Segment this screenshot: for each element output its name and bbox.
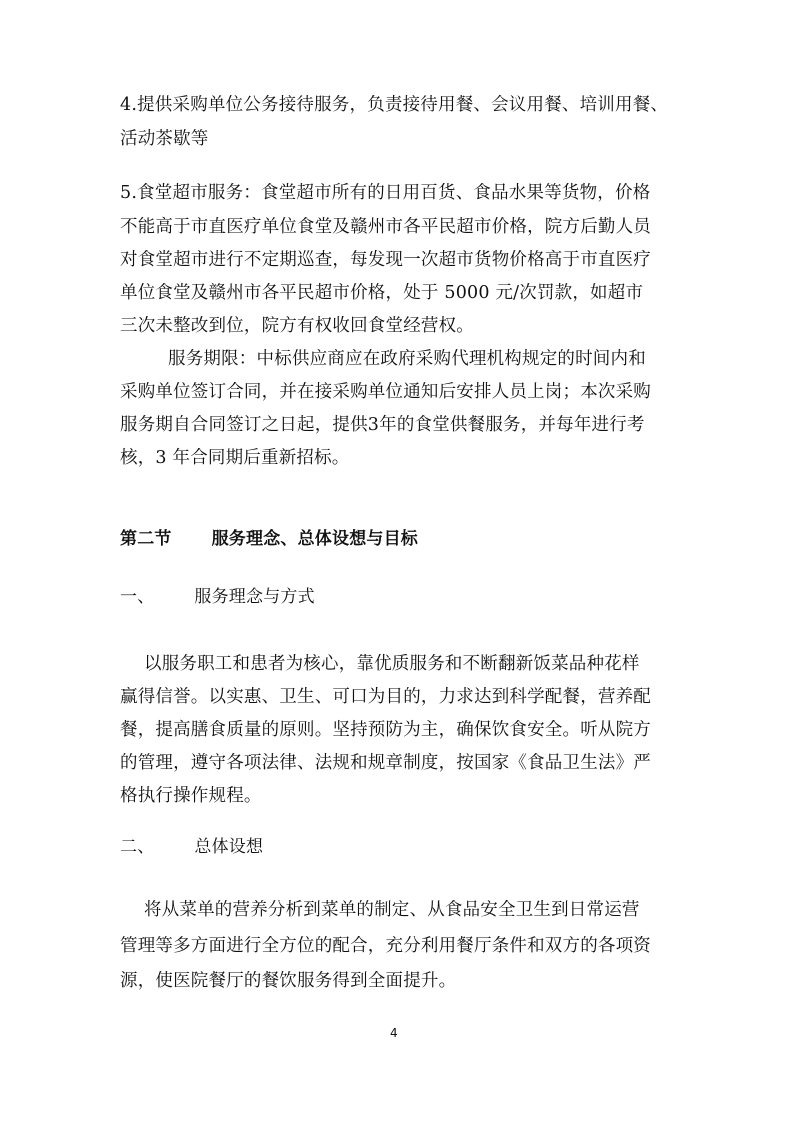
text-line: 核，3 年合同期后重新招标。 <box>120 448 350 468</box>
paragraph-line: 管理等多方面进行全方位的配合，充分利用餐厅条件和双方的各项资 <box>120 936 651 956</box>
text-line: 采购单位签订合同，并在接采购单位通知后安排人员上岗；本次采购 <box>120 382 651 402</box>
text-line: 活动茶歇等 <box>120 129 209 149</box>
paragraph-line: 的管理，遵守各项法律、法规和规章制度，按国家《食品卫生法》严 <box>120 753 651 773</box>
paragraph-line: 源，使医院餐厅的餐饮服务得到全面提升。 <box>120 971 457 991</box>
paragraph-line: 将从菜单的营养分析到菜单的制定、从食品安全卫生到日常运营 <box>144 900 640 920</box>
section-heading-title: 服务理念、总体设想与目标 <box>211 529 419 549</box>
subsection-heading-number: 二、 <box>120 837 155 857</box>
paragraph-line: 赢得信誉。以实惠、卫生、可口为目的，力求达到科学配餐，营养配 <box>120 687 651 707</box>
text-line: 5.食堂超市服务：食堂超市所有的日用百货、食品水果等货物，价格 <box>120 183 651 203</box>
subsection-heading <box>120 587 680 607</box>
text-line: 服务期限：中标供应商应在政府采购代理机构规定的时间内和 <box>168 349 646 369</box>
text-line: 对食堂超市进行不定期巡查，每发现一次超市货物价格高于市直医疗 <box>120 250 651 270</box>
subsection-heading-title: 总体设想 <box>194 837 264 857</box>
subsection-heading-title: 服务理念与方式 <box>194 587 315 607</box>
page-number: 4 <box>390 1026 398 1040</box>
subsection-heading-number: 一、 <box>120 587 155 607</box>
text-line: 单位食堂及赣州市各平民超市价格，处于 5000 元/次罚款，如超市 <box>120 283 644 303</box>
section-heading-number: 第二节 <box>120 529 172 549</box>
text-line: 4.提供采购单位公务接待服务，负责接待用餐、会议用餐、培训用餐、 <box>120 95 669 115</box>
text-line: 三次未整改到位，院方有权收回食堂经营权。 <box>120 316 474 336</box>
paragraph-line: 以服务职工和患者为核心，靠优质服务和不断翻新饭菜品种花样 <box>144 654 640 674</box>
section-heading <box>120 529 680 549</box>
paragraph-line: 餐，提高膳食质量的原则。坚持预防为主，确保饮食安全。听从院方 <box>120 720 651 740</box>
paragraph-line: 格执行操作规程。 <box>120 786 262 806</box>
text-line: 不能高于市直医疗单位食堂及赣州市各平民超市价格，院方后勤人员 <box>120 217 651 237</box>
subsection-heading <box>120 837 680 857</box>
text-line: 服务期自合同签订之日起，提供3年的食堂供餐服务，并每年进行考 <box>120 415 645 435</box>
